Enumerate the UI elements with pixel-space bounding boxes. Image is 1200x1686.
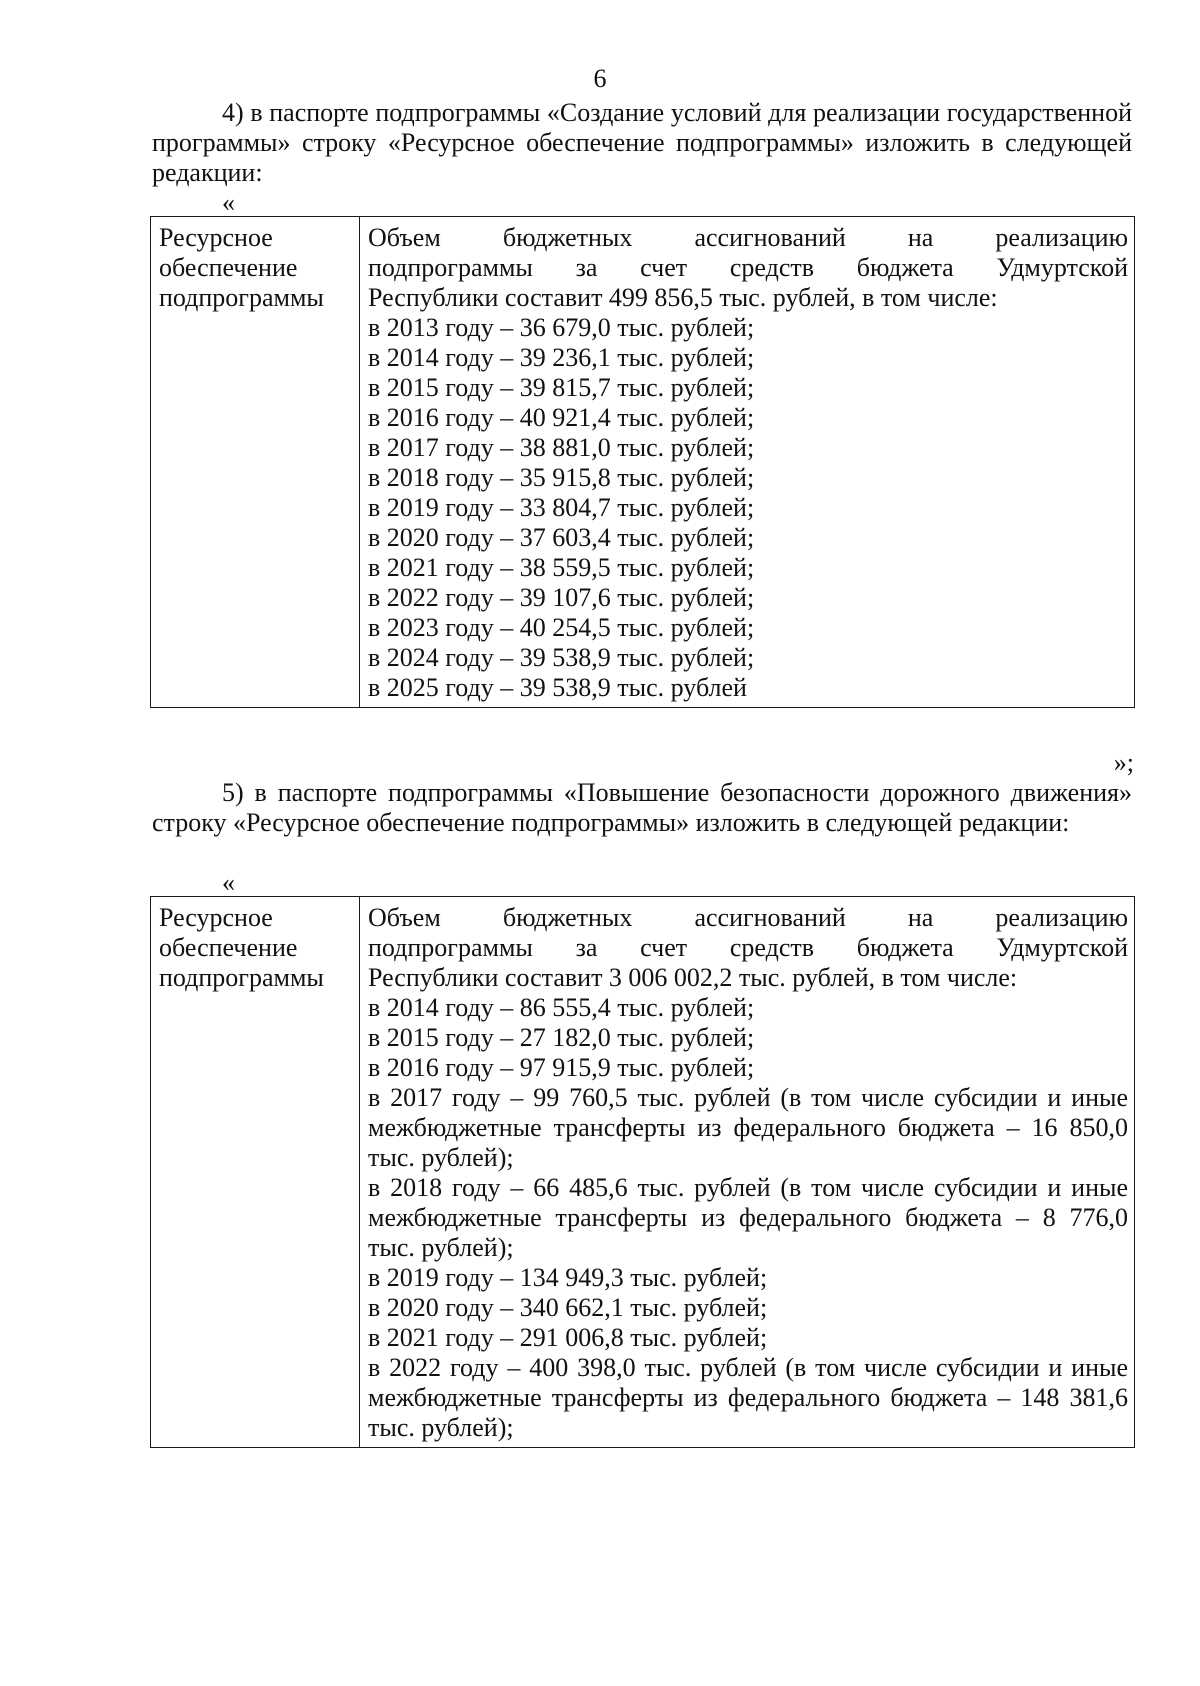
year-line: в 2019 году – 33 804,7 тыс. рублей;	[368, 493, 755, 522]
year-line: в 2018 году – 35 915,8 тыс. рублей;	[368, 463, 755, 492]
year-line: в 2019 году – 134 949,3 тыс. рублей;	[368, 1263, 768, 1292]
year-line: в 2023 году – 40 254,5 тыс. рублей;	[368, 613, 755, 642]
section-4-table	[150, 216, 1135, 708]
resource-content-cell	[360, 897, 1135, 1448]
year-line: в 2020 году – 37 603,4 тыс. рублей;	[368, 523, 755, 552]
year-line: в 2021 году – 291 006,8 тыс. рублей;	[368, 1323, 768, 1352]
section-4-close-quote: »;	[1113, 748, 1134, 777]
lead-line: подпрограммы за счет средств бюджета Удмуртской	[368, 253, 1128, 282]
lead-line: подпрограммы за счет средств бюджета Удмуртской	[368, 933, 1128, 962]
lead-line: Республики составит 3 006 002,2 тыс. рублей, в том числе:	[368, 963, 1018, 992]
section-5-intro-text: 5) в паспорте подпрограммы «Повышение безопасности дорожного движения» строку «Ресурсное обеспечение подпрограммы» изложить в следующей редакции:	[152, 778, 1132, 837]
year-line: в 2018 году – 66 485,6 тыс. рублей (в том числе субсидии и иные межбюджетные трансферты из федерального бюджета – 8 776,0 тыс. рублей);	[368, 1173, 1128, 1262]
year-line: в 2016 году – 97 915,9 тыс. рублей;	[368, 1053, 755, 1082]
year-line: в 2020 году – 340 662,1 тыс. рублей;	[368, 1293, 768, 1322]
lead-line: Объем бюджетных ассигнований на реализацию	[368, 223, 1128, 252]
table-row	[151, 897, 1135, 1448]
section-4-intro-text: 4) в паспорте подпрограммы «Создание условий для реализации государственной программы» строку «Ресурсное обеспечение подпрограммы» изложить в следующей редакции:	[152, 98, 1132, 187]
year-line: в 2024 году – 39 538,9 тыс. рублей;	[368, 643, 755, 672]
resource-label-cell	[151, 217, 360, 708]
year-line: в 2013 году – 36 679,0 тыс. рублей;	[368, 313, 755, 342]
section-4-intro	[152, 98, 1132, 188]
year-line: в 2016 году – 40 921,4 тыс. рублей;	[368, 403, 755, 432]
section-4-open-quote: «	[222, 188, 235, 217]
table-row	[151, 217, 1135, 708]
year-line: в 2017 году – 99 760,5 тыс. рублей (в том числе субсидии и иные межбюджетные трансферты из федерального бюджета – 16 850,0 тыс. рублей);	[368, 1083, 1128, 1172]
section-5-table	[150, 896, 1135, 1448]
lead-line: Республики составит 499 856,5 тыс. рублей, в том числе:	[368, 283, 998, 312]
section-5-intro	[152, 778, 1132, 838]
year-line: в 2022 году – 400 398,0 тыс. рублей (в том числе субсидии и иные межбюджетные трансферты из федерального бюджета – 148 381,6 тыс. рублей);	[368, 1353, 1128, 1442]
section-5-open-quote: «	[222, 868, 235, 897]
year-line: в 2014 году – 39 236,1 тыс. рублей;	[368, 343, 755, 372]
page-number: 6	[593, 64, 607, 93]
year-line: в 2021 году – 38 559,5 тыс. рублей;	[368, 553, 755, 582]
year-line: в 2017 году – 38 881,0 тыс. рублей;	[368, 433, 755, 462]
resource-label-cell	[151, 897, 360, 1448]
lead-line: Объем бюджетных ассигнований на реализацию	[368, 903, 1128, 932]
resource-label: Ресурсное обеспечение подпрограммы	[159, 223, 324, 312]
year-line: в 2015 году – 39 815,7 тыс. рублей;	[368, 373, 755, 402]
year-line: в 2015 году – 27 182,0 тыс. рублей;	[368, 1023, 755, 1052]
year-line: в 2014 году – 86 555,4 тыс. рублей;	[368, 993, 755, 1022]
year-line: в 2025 году – 39 538,9 тыс. рублей	[368, 673, 747, 702]
year-line: в 2022 году – 39 107,6 тыс. рублей;	[368, 583, 755, 612]
resource-content-cell	[360, 217, 1135, 708]
resource-label: Ресурсное обеспечение подпрограммы	[159, 903, 324, 992]
